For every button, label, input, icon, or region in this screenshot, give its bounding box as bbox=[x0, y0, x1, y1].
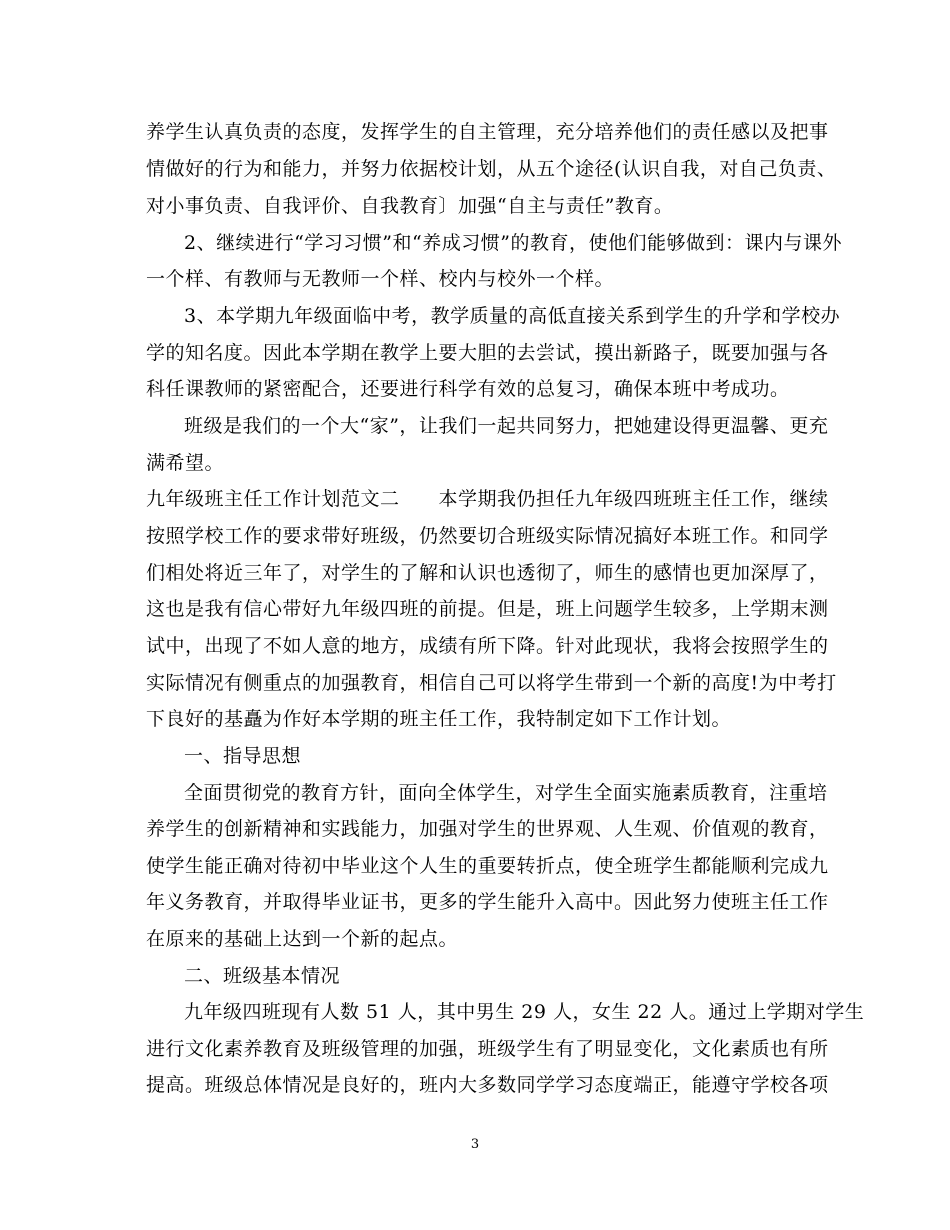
text-line: 下良好的基矗为作好本学期的班主任工作，我特制定如下工作计划。 bbox=[146, 708, 732, 730]
text-line: 养学生认真负责的态度，发挥学生的自主管理，充分培养他们的责任感以及把事 bbox=[146, 121, 829, 143]
text-line: 班级是我们的一个大“家”，让我们一起共同努力，把她建设得更温馨、更充 bbox=[184, 415, 829, 437]
text-line: 养学生的创新精神和实践能力，加强对学生的世界观、人生观、价值观的教育， bbox=[146, 818, 829, 840]
heading-class-basic-situation: 二、班级基本情况 bbox=[184, 965, 341, 987]
text-line: 实际情况有侧重点的加强教育，相信自己可以将学生带到一个新的高度!为中考打 bbox=[146, 672, 837, 694]
text-line: 学的知名度。因此本学期在教学上要大胆的去尝试，摸出新路子，既要加强与各 bbox=[146, 342, 829, 364]
text-line: 们相处将近三年了，对学生的了解和认识也透彻了，师生的感情也更加深厚了， bbox=[146, 562, 829, 584]
text-line: 3、本学期九年级面临中考，教学质量的高低直接关系到学生的升学和学校办 bbox=[184, 305, 841, 327]
text-line: 情做好的行为和能力，并努力依据校计划，从五个途径(认识自我，对自己负责、 bbox=[146, 158, 837, 180]
text-line: 年义务教育，并取得毕业证书，更多的学生能升入高中。因此努力使班主任工作 bbox=[146, 891, 829, 913]
page-number: 3 bbox=[470, 1137, 480, 1152]
text-line: 这也是我有信心带好九年级四班的前提。但是，班上问题学生较多，上学期末测 bbox=[146, 598, 829, 620]
text-line: 进行文化素养教育及班级管理的加强，班级学生有了明显变化，文化素质也有所 bbox=[146, 1038, 829, 1060]
text-line: 一个样、有教师与无教师一个样、校内与校外一个样。 bbox=[146, 268, 615, 290]
text-line: 使学生能正确对待初中毕业这个人生的重要转折点，使全班学生都能顺利完成九 bbox=[146, 855, 829, 877]
text-line: 九年级四班现有人数 51 人，其中男生 29 人，女生 22 人。通过上学期对学生 bbox=[184, 1001, 865, 1023]
text-line: 提高。班级总体情况是良好的，班内大多数同学学习态度端正，能遵守学校各项 bbox=[146, 1074, 829, 1096]
text-line: 全面贯彻党的教育方针，面向全体学生，对学生全面实施素质教育，注重培 bbox=[184, 782, 828, 804]
heading-guiding-ideology: 一、指导思想 bbox=[184, 745, 302, 767]
text-line: 按照学校工作的要求带好班级，仍然要切合班级实际情况搞好本班工作。和同学 bbox=[146, 525, 829, 547]
text-line: 科任课教师的紧密配合，还要进行科学有效的总复习，确保本班中考成功。 bbox=[146, 378, 790, 400]
text-line: 试中，出现了不如人意的地方，成绩有所下降。针对此现状，我将会按照学生的 bbox=[146, 635, 829, 657]
text-line: 满希望。 bbox=[146, 452, 225, 474]
text-line: 在原来的基础上达到一个新的起点。 bbox=[146, 928, 459, 950]
section-title-line: 九年级班主任工作计划范文二 本学期我仍担任九年级四班班主任工作，继续 bbox=[146, 488, 829, 510]
text-line: 2、继续进行“学习习惯”和“养成习惯”的教育，使他们能够做到：课内与课外 bbox=[184, 232, 842, 254]
text-line: 对小事负责、自我评价、自我教育〕加强“自主与责任”教育。 bbox=[146, 195, 674, 217]
